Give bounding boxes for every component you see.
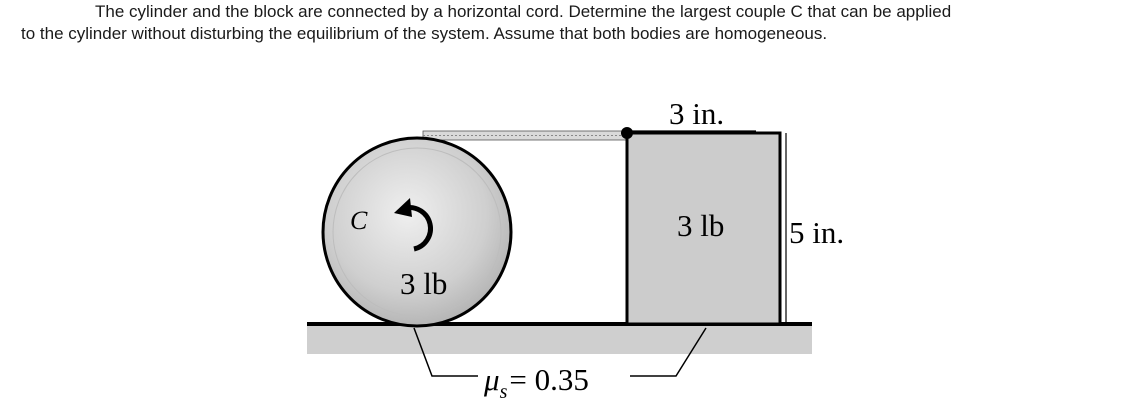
- couple-label: C: [350, 206, 368, 235]
- friction-value: = 0.35: [509, 362, 589, 397]
- problem-text-line-1: The cylinder and the block are connected by a horizontal cord. Determine the largest couple C that can be applied: [95, 2, 952, 21]
- block-height-label: 5 in.: [789, 215, 845, 250]
- block-weight-label: 3 lb: [677, 208, 725, 243]
- problem-text-line-2: to the cylinder without disturbing the equilibrium of the system. Assume that both bodies are homogeneous.: [21, 24, 828, 43]
- block-width-label: 3 in.: [669, 96, 725, 131]
- friction-mu: μ: [484, 362, 500, 397]
- friction-coefficient: [483, 362, 589, 403]
- friction-subscript: s: [499, 381, 508, 403]
- cylinder-weight-label: 3 lb: [400, 266, 448, 301]
- cord-attachment-point: [621, 127, 633, 139]
- ground-surface: [307, 324, 812, 354]
